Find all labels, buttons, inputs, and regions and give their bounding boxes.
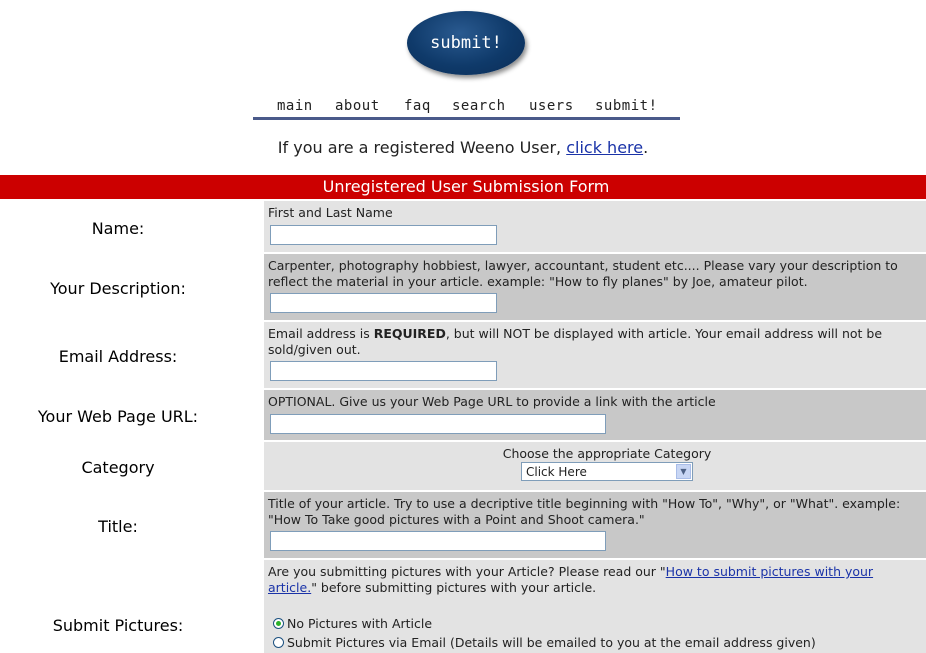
registered-user-notice xyxy=(0,138,926,157)
description-cell xyxy=(264,254,926,320)
title-input[interactable] xyxy=(270,531,606,551)
url-hint: OPTIONAL. Give us your Web Page URL to provide a link with the article xyxy=(268,394,716,409)
radio-option-no-pictures[interactable] xyxy=(268,614,922,633)
pictures-row xyxy=(0,560,926,653)
pictures-label: Submit Pictures: xyxy=(52,616,184,635)
chevron-down-icon[interactable]: ▼ xyxy=(676,464,691,479)
radio-button-checked[interactable] xyxy=(273,618,284,629)
picture-instructions-link[interactable]: How to submit pictures with your article. xyxy=(268,564,874,595)
radio-button-unchecked[interactable] xyxy=(273,637,284,648)
required-text: REQUIRED xyxy=(373,326,446,341)
url-row xyxy=(0,390,926,440)
description-label: Your Description: xyxy=(50,279,186,298)
email-hint-line1: Email address is REQUIRED, but will NOT be displayed with article. Your email address will not be xyxy=(268,326,883,341)
title-row xyxy=(0,492,926,558)
email-input[interactable] xyxy=(270,361,497,381)
name-row xyxy=(0,201,926,252)
name-label: Name: xyxy=(91,219,145,238)
description-row xyxy=(0,254,926,320)
category-cell xyxy=(264,442,926,490)
description-input[interactable] xyxy=(270,293,497,313)
nav-submit[interactable]: submit! xyxy=(595,98,658,114)
email-hint-line2: sold/given out. xyxy=(268,342,361,357)
registered-suffix: . xyxy=(643,138,649,157)
radio-option-email-pictures[interactable] xyxy=(268,633,922,652)
main-nav xyxy=(253,96,680,120)
description-hint-line1: Carpenter, photography hobbiest, lawyer, accountant, student etc.... Please vary your description to xyxy=(268,258,898,273)
radio-label-email-pictures: Submit Pictures via Email (Details will be emailed to you at the email address given) xyxy=(287,634,816,650)
name-cell xyxy=(264,201,926,252)
category-selected-value: Click Here xyxy=(526,464,587,479)
registered-prefix: If you are a registered Weeno User, xyxy=(277,138,567,157)
email-label: Email Address: xyxy=(58,347,178,366)
title-hint-line2: "How To Take good pictures with a Point and Shoot camera." xyxy=(268,512,645,527)
description-hint-line2: reflect the material in your article. example: "How to fly planes" by Joe, amateur pilot. xyxy=(268,274,808,289)
submit-logo-button[interactable]: submit! xyxy=(407,11,525,75)
nav-main[interactable]: main xyxy=(277,98,313,114)
category-select[interactable] xyxy=(521,462,693,481)
title-cell xyxy=(264,492,926,558)
name-hint: First and Last Name xyxy=(268,205,393,220)
url-input[interactable] xyxy=(270,414,606,434)
logo-area xyxy=(0,0,926,90)
click-here-link[interactable]: click here xyxy=(566,138,644,157)
name-input[interactable] xyxy=(270,225,497,245)
category-label: Category xyxy=(81,458,155,477)
pictures-hint: Are you submitting pictures with your Article? Please read our "How to submit pictures with your article." before submitting pictures with your article. xyxy=(268,564,874,595)
nav-search[interactable]: search xyxy=(452,98,506,114)
url-cell xyxy=(264,390,926,440)
form-title: Unregistered User Submission Form xyxy=(0,175,926,199)
email-row xyxy=(0,322,926,388)
radio-label-no-pictures: No Pictures with Article xyxy=(287,615,433,631)
title-label: Title: xyxy=(98,517,138,536)
pictures-cell xyxy=(264,560,926,653)
email-cell xyxy=(264,322,926,388)
category-row xyxy=(0,442,926,490)
category-hint: Choose the appropriate Category xyxy=(502,446,712,461)
nav-faq[interactable]: faq xyxy=(404,98,431,114)
title-hint-line1: Title of your article. Try to use a decriptive title beginning with "How To", "Why", or "What". example: xyxy=(268,496,901,511)
nav-users[interactable]: users xyxy=(529,98,574,114)
url-label: Your Web Page URL: xyxy=(37,407,199,426)
nav-about[interactable]: about xyxy=(335,98,380,114)
